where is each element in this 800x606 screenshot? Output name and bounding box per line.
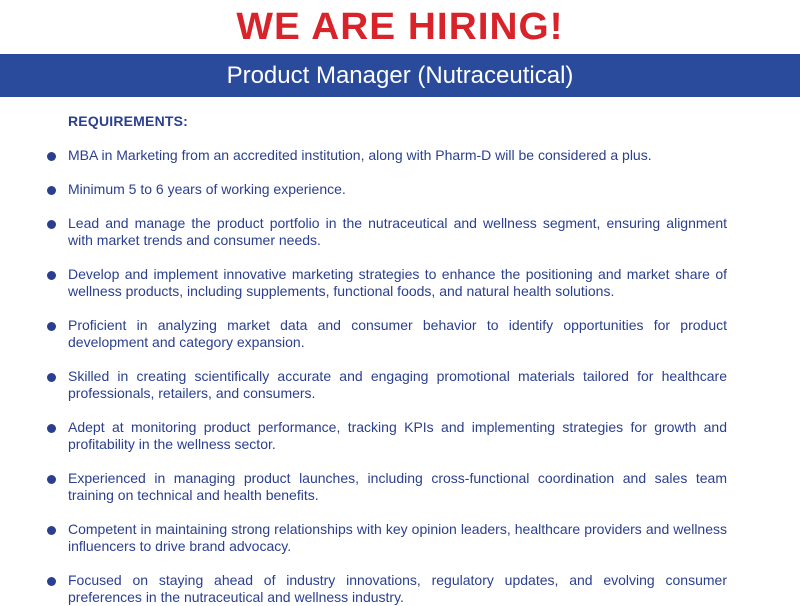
- requirement-text: Competent in maintaining strong relationships with key opinion leaders, healthcare providers and wellness influencers to drive brand advocacy.: [68, 521, 727, 554]
- bullet-icon: [47, 322, 56, 331]
- bullet-icon: [47, 186, 56, 195]
- bullet-icon: [47, 424, 56, 433]
- bullet-icon: [47, 373, 56, 382]
- requirements-heading: REQUIREMENTS:: [68, 113, 189, 129]
- bullet-icon: [47, 475, 56, 484]
- requirement-text: Skilled in creating scientifically accurate and engaging promotional materials tailored for healthcare professionals, retailers, and consumers.: [68, 368, 727, 401]
- requirement-text: Lead and manage the product portfolio in the nutraceutical and wellness segment, ensuring alignment with market trends and consumer needs.: [68, 215, 727, 248]
- requirement-text: Focused on staying ahead of industry innovations, regulatory updates, and evolving consumer preferences in the nutraceutical and wellness industry.: [68, 572, 727, 605]
- requirement-text: Experienced in managing product launches, including cross-functional coordination and sales team training on technical and health benefits.: [68, 470, 727, 503]
- requirement-text: Minimum 5 to 6 years of working experience.: [68, 181, 346, 197]
- requirement-text: MBA in Marketing from an accredited institution, along with Pharm-D will be considered a plus.: [68, 147, 652, 163]
- bullet-icon: [47, 220, 56, 229]
- bullet-icon: [47, 526, 56, 535]
- bullet-icon: [47, 152, 56, 161]
- requirement-text: Proficient in analyzing market data and consumer behavior to identify opportunities for product development and category expansion.: [68, 317, 727, 350]
- requirement-text: Adept at monitoring product performance, tracking KPIs and implementing strategies for growth and profitability in the wellness sector.: [68, 419, 727, 452]
- bullet-icon: [47, 577, 56, 586]
- job-title: Product Manager (Nutraceutical): [226, 62, 574, 89]
- requirement-text: Develop and implement innovative marketing strategies to enhance the positioning and market share of wellness products, including supplements, functional foods, and natural health solutions.: [68, 266, 727, 299]
- bullet-icon: [47, 271, 56, 280]
- hiring-headline: WE ARE HIRING!: [236, 6, 564, 48]
